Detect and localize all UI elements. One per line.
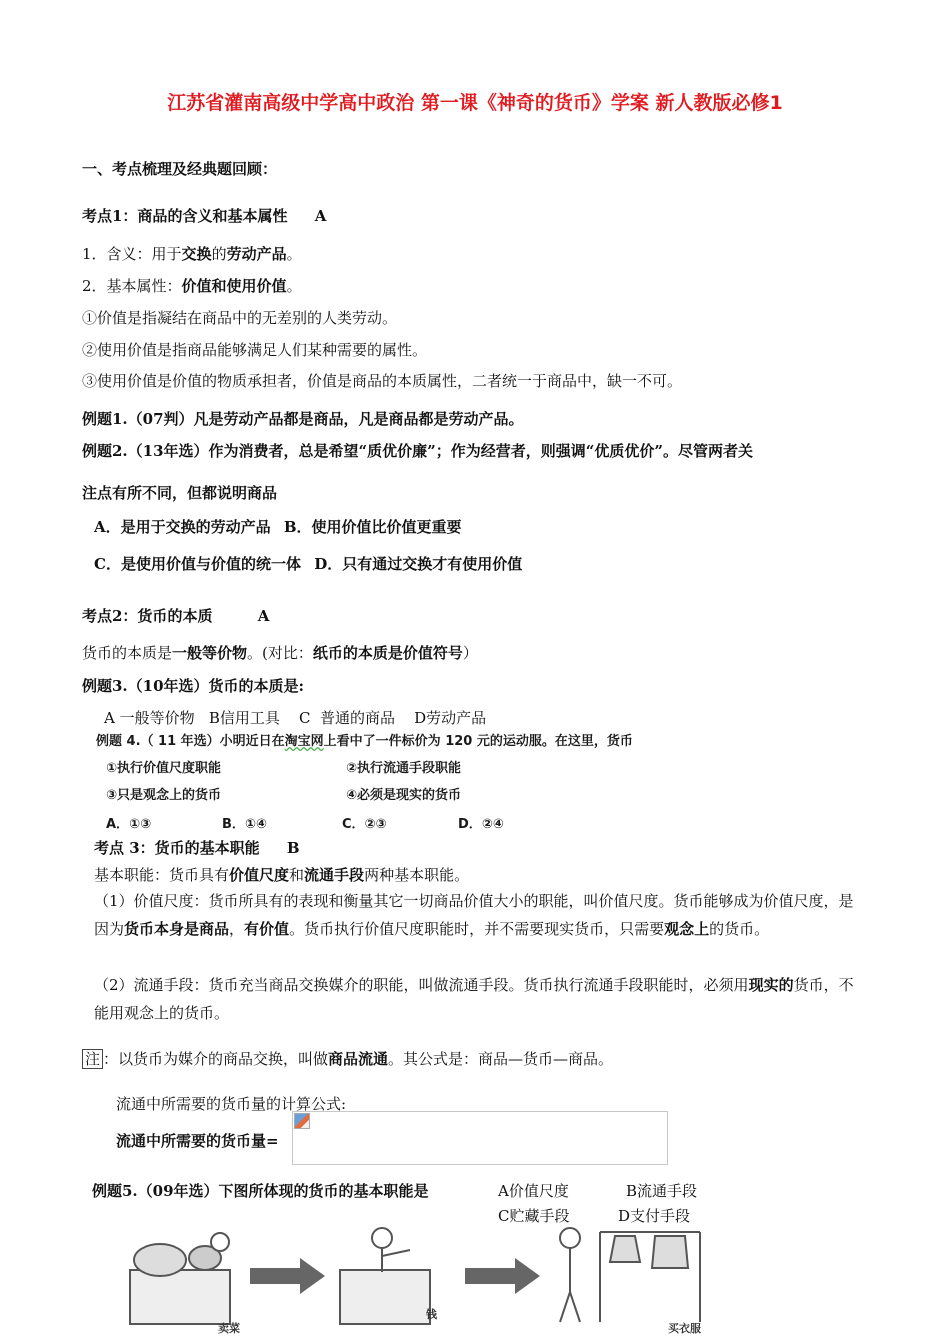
ex4-answer-d: D．②④: [458, 817, 504, 832]
example-3-options: A 一般等价物 B信用工具 C 普通的商品 D劳动产品: [104, 709, 487, 727]
kp3-p1-a: （1）价值尺度：货币所具有的表现和衡量其它一切商品价值大小的职能，叫价值尺度。货币能够成为价值尺度，是因为: [94, 892, 854, 938]
kp1-line1-b2: 劳动产品: [226, 245, 287, 263]
note-bold: 商品流通: [328, 1050, 389, 1068]
kp3-heading-text: 考点 3：货币的基本职能: [94, 839, 260, 857]
example-2-line1: 例题2.（13年选）作为消费者，总是希望“质优价廉”；作为经营者，则强调“优质优价”。尽管两者关: [82, 442, 754, 460]
ex2-option-d: D．只有通过交换才有使用价值: [314, 555, 523, 573]
note-tag: 注: [82, 1049, 103, 1069]
example-2-line2: 注点有所不同，但都说明商品: [82, 484, 278, 502]
kp1-point1: ①价值是指凝结在商品中的无差别的人类劳动。: [82, 309, 398, 327]
ex2-option-c: C．是使用价值与价值的统一体: [94, 555, 301, 573]
kp2-heading: [82, 605, 269, 626]
kp3-p1-b1: 货币本身是商品: [124, 920, 230, 938]
ex2-option-a: A．是用于交换的劳动产品: [94, 518, 271, 536]
ex4-answer-a: A．①③: [106, 817, 152, 832]
kp3-p2-c: 货币，不能用观念上的货币。: [94, 976, 854, 1022]
kp3-basic-b1: 价值尺度: [229, 866, 290, 884]
kp3-p1-e: 的货币。: [709, 920, 770, 938]
kp1-line1-b1: 交换: [181, 245, 212, 263]
formula-label: 流通中所需要的货币量=: [116, 1132, 279, 1150]
kp3-basic-post: 两种基本职能。: [364, 866, 470, 884]
ex4-option-2: ②执行流通手段职能: [346, 761, 462, 776]
section-heading: 一、考点梳理及经典题回顾：: [82, 160, 278, 178]
caption-money: 钱: [426, 1308, 437, 1321]
kp3-p1-b2: 有价值: [244, 920, 290, 938]
exchange-illustration: [120, 1222, 820, 1338]
kp1-heading: [82, 205, 326, 226]
kp1-line1: [82, 243, 302, 264]
example-5-question: 例题5.（09年选）下图所体现的货币的基本职能是: [92, 1182, 429, 1200]
kp1-heading-text: 考点1：商品的含义和基本属性: [82, 207, 288, 225]
kp1-point2: ②使用价值是指商品能够满足人们某种需要的属性。: [82, 341, 428, 359]
ex5-option-b: B流通手段: [626, 1182, 698, 1200]
note-pre: ：以货币为媒介的商品交换，叫做: [103, 1050, 329, 1068]
caption-buy-clothes: 买衣服: [668, 1322, 701, 1335]
page-title: 江苏省灌南高级中学高中政治 第一课《神奇的货币》学案 新人教版必修1: [167, 92, 783, 114]
note-post: 。其公式是：商品—货币—商品。: [388, 1050, 614, 1068]
kp1-point3: ③使用价值是价值的物质承担者，价值是商品的本质属性，二者统一于商品中，缺一不可。: [82, 372, 683, 390]
kp3-para-2: [94, 971, 856, 1027]
example-3-question: 例题3.（10年选）货币的本质是:: [82, 677, 305, 695]
kp2-heading-text: 考点2：货币的本质: [82, 607, 213, 625]
kp1-line2-pre: 2．基本属性：: [82, 277, 182, 295]
kp2-text-b: 一般等价物: [172, 644, 248, 662]
kp2-text-b2: 纸币的本质是价值符号: [312, 644, 463, 662]
kp2-level: A: [257, 607, 270, 625]
formula-image-placeholder: [292, 1111, 668, 1165]
kp1-line2: [82, 275, 302, 296]
example-2-options-ab: [94, 516, 462, 537]
kp1-line1-pre: 1．含义：用于: [82, 245, 182, 263]
kp3-basic-b2: 流通手段: [304, 866, 365, 884]
kp3-p1-d: 。货币执行价值尺度职能时，并不需要现实货币，只需要: [289, 920, 665, 938]
example-1: 例题1.（07判）凡是劳动产品都是商品，凡是商品都是劳动产品。: [82, 410, 524, 428]
note-line: [82, 1048, 613, 1069]
kp3-basic: [94, 864, 469, 885]
kp1-line1-mid: 的: [211, 245, 227, 263]
kp2-text-pre: 货币的本质是: [82, 644, 173, 662]
kp3-heading: [94, 837, 300, 858]
ex4-q-post: 上看中了一件标价为 120 元的运动服。在这里，货币: [323, 734, 633, 749]
example-4-question: [96, 730, 633, 749]
kp1-level: A: [314, 207, 327, 225]
kp3-p2-a: （2）流通手段：货币充当商品交换媒介的职能，叫做流通手段。货币执行流通手段职能时，必须用: [94, 976, 749, 994]
ex5-option-a: A价值尺度: [498, 1182, 569, 1200]
scene-buy-clothes: [560, 1228, 700, 1322]
kp1-line2-post: 。: [286, 277, 302, 295]
kp2-text-mid: 。(对比：: [247, 644, 313, 662]
ex5-option-d: D支付手段: [618, 1207, 691, 1225]
ex4-q-wavy: 淘宝网: [284, 734, 324, 749]
scene-money: [340, 1228, 430, 1324]
ex4-q-pre: 例题 4.（ 11 年选）小明近日在: [96, 734, 285, 749]
ex4-answer-b: B．①④: [222, 817, 267, 832]
ex4-option-3: ③只是观念上的货币: [106, 788, 222, 803]
kp3-basic-pre: 基本职能：货币具有: [94, 866, 230, 884]
arrow-2: [465, 1258, 540, 1294]
ex4-option-1: ①执行价值尺度职能: [106, 761, 222, 776]
scene-sell-vegetables: [130, 1233, 230, 1324]
kp3-basic-mid: 和: [289, 866, 305, 884]
ex2-option-b: B．使用价值比价值更重要: [283, 518, 462, 536]
ex4-option-4: ④必须是现实的货币: [346, 788, 462, 803]
kp2-text: [82, 642, 478, 663]
ex5-option-c: C贮藏手段: [498, 1207, 570, 1225]
kp3-p2-b: 现实的: [748, 976, 794, 994]
kp3-level: B: [286, 839, 300, 857]
kp3-p1-b3: 观念上: [664, 920, 710, 938]
kp1-line2-b: 价值和使用价值: [181, 277, 287, 295]
caption-sell-vegetables: 卖菜: [218, 1322, 240, 1335]
kp1-line1-post: 。: [286, 245, 302, 263]
kp2-text-post: ）: [462, 644, 478, 662]
example-2-options-cd: [94, 553, 522, 574]
broken-image-icon: [294, 1113, 310, 1129]
kp3-p1-c: ，: [229, 920, 245, 938]
formula-intro: 流通中所需要的货币量的计算公式:: [116, 1095, 347, 1113]
arrow-1: [250, 1258, 325, 1294]
kp3-para-1: [94, 887, 856, 943]
ex4-answer-c: C．②③: [342, 817, 387, 832]
